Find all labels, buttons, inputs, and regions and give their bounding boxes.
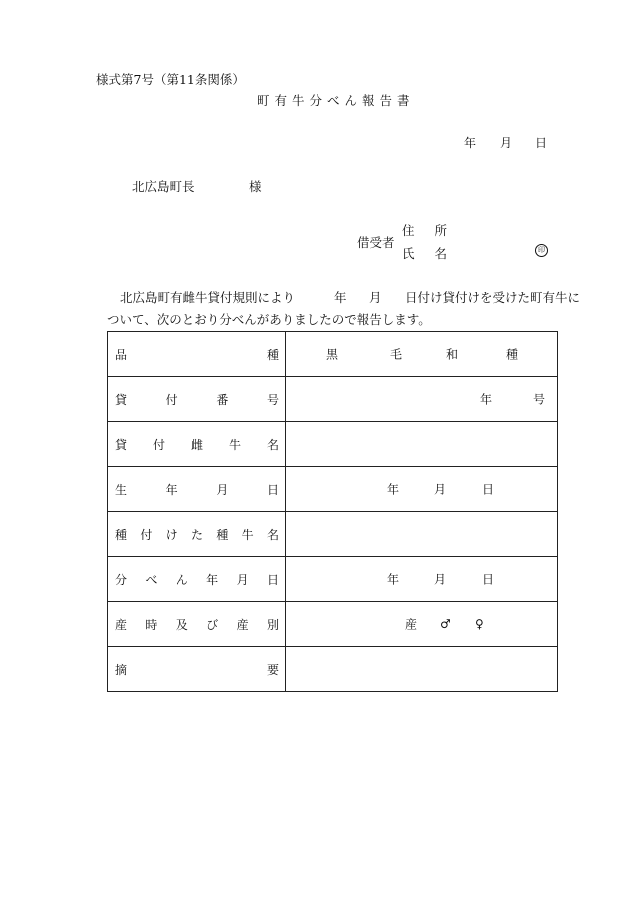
row-label-cell bbox=[108, 377, 286, 422]
row-value-text: 月 bbox=[434, 482, 447, 497]
date-month-label: 月 bbox=[500, 136, 513, 150]
row-value-cell bbox=[286, 647, 558, 692]
row-value bbox=[286, 557, 557, 601]
table-row-loaned-cow-name bbox=[108, 422, 558, 467]
row-label-char: 時 bbox=[145, 617, 158, 632]
row-label-char: 年 bbox=[165, 482, 178, 497]
row-value bbox=[286, 377, 557, 421]
row-label-char: 分 bbox=[115, 572, 128, 587]
addressee: 北広島町長 bbox=[132, 179, 195, 194]
table-row-loan-number bbox=[108, 377, 558, 422]
row-value-text: 年 bbox=[387, 572, 400, 587]
row-label bbox=[108, 571, 285, 588]
row-label bbox=[108, 436, 285, 453]
row-label-char: 日 bbox=[266, 482, 279, 497]
body-text-line2: ついて、次のとおり分べんがありましたので報告します。 bbox=[107, 312, 431, 327]
row-value-text: 毛 bbox=[390, 347, 403, 362]
row-value-text: 産 bbox=[405, 617, 418, 632]
row-label-cell bbox=[108, 512, 286, 557]
row-label-char: 年 bbox=[206, 572, 219, 587]
address-label: 住 所 bbox=[402, 223, 455, 238]
table-row-sire-name bbox=[108, 512, 558, 557]
row-value bbox=[286, 602, 557, 646]
row-label-char: 貸 bbox=[115, 437, 128, 452]
row-label-char: 月 bbox=[216, 482, 229, 497]
row-label-cell bbox=[108, 332, 286, 377]
table-row-remarks bbox=[108, 647, 558, 692]
row-value-text: 月 bbox=[434, 572, 447, 587]
table-row-calving-date bbox=[108, 557, 558, 602]
row-value-text: 日 bbox=[482, 482, 495, 497]
form-number: 様式第7号（第11条関係） bbox=[96, 72, 245, 87]
row-label-char: 牛 bbox=[228, 437, 241, 452]
row-label bbox=[108, 661, 285, 678]
row-label-char: 品 bbox=[115, 347, 128, 362]
row-label-char: 種 bbox=[266, 347, 279, 362]
row-label-char: 月 bbox=[236, 572, 249, 587]
row-label-char: 及 bbox=[175, 617, 188, 632]
row-value-text: 種 bbox=[506, 347, 519, 362]
honorific: 様 bbox=[249, 179, 262, 194]
name-label: 氏 名 bbox=[402, 246, 455, 261]
row-label-char: 別 bbox=[266, 617, 279, 632]
document-title: 町有牛分べん報告書 bbox=[257, 93, 415, 108]
row-value-text: ♂ bbox=[440, 617, 451, 631]
row-label-char: 名 bbox=[266, 527, 279, 542]
row-value-cell bbox=[286, 512, 558, 557]
row-label-char: べ bbox=[145, 572, 158, 587]
row-label-char: ん bbox=[175, 572, 188, 587]
row-label-cell bbox=[108, 602, 286, 647]
row-label-char: 付 bbox=[165, 392, 178, 407]
row-value-cell bbox=[286, 467, 558, 512]
row-label-char: 付 bbox=[140, 527, 153, 542]
borrower-label: 借受者 bbox=[357, 235, 395, 250]
row-label-char: 種 bbox=[115, 527, 128, 542]
body-month-label: 月 bbox=[369, 290, 382, 305]
row-label-char: 種 bbox=[216, 527, 229, 542]
row-value-text: 号 bbox=[533, 392, 546, 407]
report-table bbox=[107, 331, 558, 692]
row-label bbox=[108, 526, 285, 543]
table-row-breed bbox=[108, 332, 558, 377]
row-value bbox=[286, 422, 557, 466]
row-label-cell bbox=[108, 647, 286, 692]
row-label-cell bbox=[108, 557, 286, 602]
row-label-char: 産 bbox=[236, 617, 249, 632]
row-label-char: 牛 bbox=[241, 527, 254, 542]
row-label-char: 号 bbox=[266, 392, 279, 407]
row-value-cell bbox=[286, 377, 558, 422]
table-row-birth-date bbox=[108, 467, 558, 512]
row-label-char: 日 bbox=[266, 572, 279, 587]
date-day-label: 日 bbox=[535, 136, 548, 150]
row-label-cell bbox=[108, 467, 286, 512]
body-year-label: 年 bbox=[334, 290, 347, 305]
row-value-cell bbox=[286, 602, 558, 647]
row-value bbox=[286, 332, 557, 376]
row-value-text: 日 bbox=[482, 572, 495, 587]
date-year-label: 年 bbox=[464, 136, 477, 150]
row-value-text: ♀ bbox=[475, 617, 484, 631]
row-value-text: 黒 bbox=[326, 347, 339, 362]
row-label-char: 付 bbox=[152, 437, 165, 452]
row-value-cell bbox=[286, 557, 558, 602]
row-value-cell bbox=[286, 422, 558, 467]
row-value bbox=[286, 647, 557, 691]
row-label-char: け bbox=[165, 527, 178, 542]
row-label bbox=[108, 346, 285, 363]
row-label-char: 番 bbox=[216, 392, 229, 407]
row-label-char: 名 bbox=[266, 437, 279, 452]
row-label-char: 貸 bbox=[115, 392, 128, 407]
row-value bbox=[286, 512, 557, 556]
row-value-text: 年 bbox=[387, 482, 400, 497]
row-label-char: 雌 bbox=[190, 437, 203, 452]
table-row-calving-parity-sex bbox=[108, 602, 558, 647]
seal-mark: 印 bbox=[535, 244, 548, 257]
body-text-a: 北広島町有雌牛貸付規則により bbox=[120, 290, 296, 305]
row-value-text: 年 bbox=[480, 392, 493, 407]
row-label bbox=[108, 616, 285, 633]
row-value-cell bbox=[286, 332, 558, 377]
row-label bbox=[108, 481, 285, 498]
body-text-b: 日付け貸付けを受けた町有牛に bbox=[405, 290, 581, 305]
row-label-char: 要 bbox=[266, 662, 279, 677]
row-label-cell bbox=[108, 422, 286, 467]
row-label-char: 摘 bbox=[115, 662, 128, 677]
row-label-char: 生 bbox=[115, 482, 128, 497]
row-label-char: び bbox=[206, 617, 219, 632]
row-label bbox=[108, 391, 285, 408]
row-value-text: 和 bbox=[446, 347, 459, 362]
row-label-char: 産 bbox=[115, 617, 128, 632]
row-value bbox=[286, 467, 557, 511]
row-label-char: た bbox=[190, 527, 203, 542]
